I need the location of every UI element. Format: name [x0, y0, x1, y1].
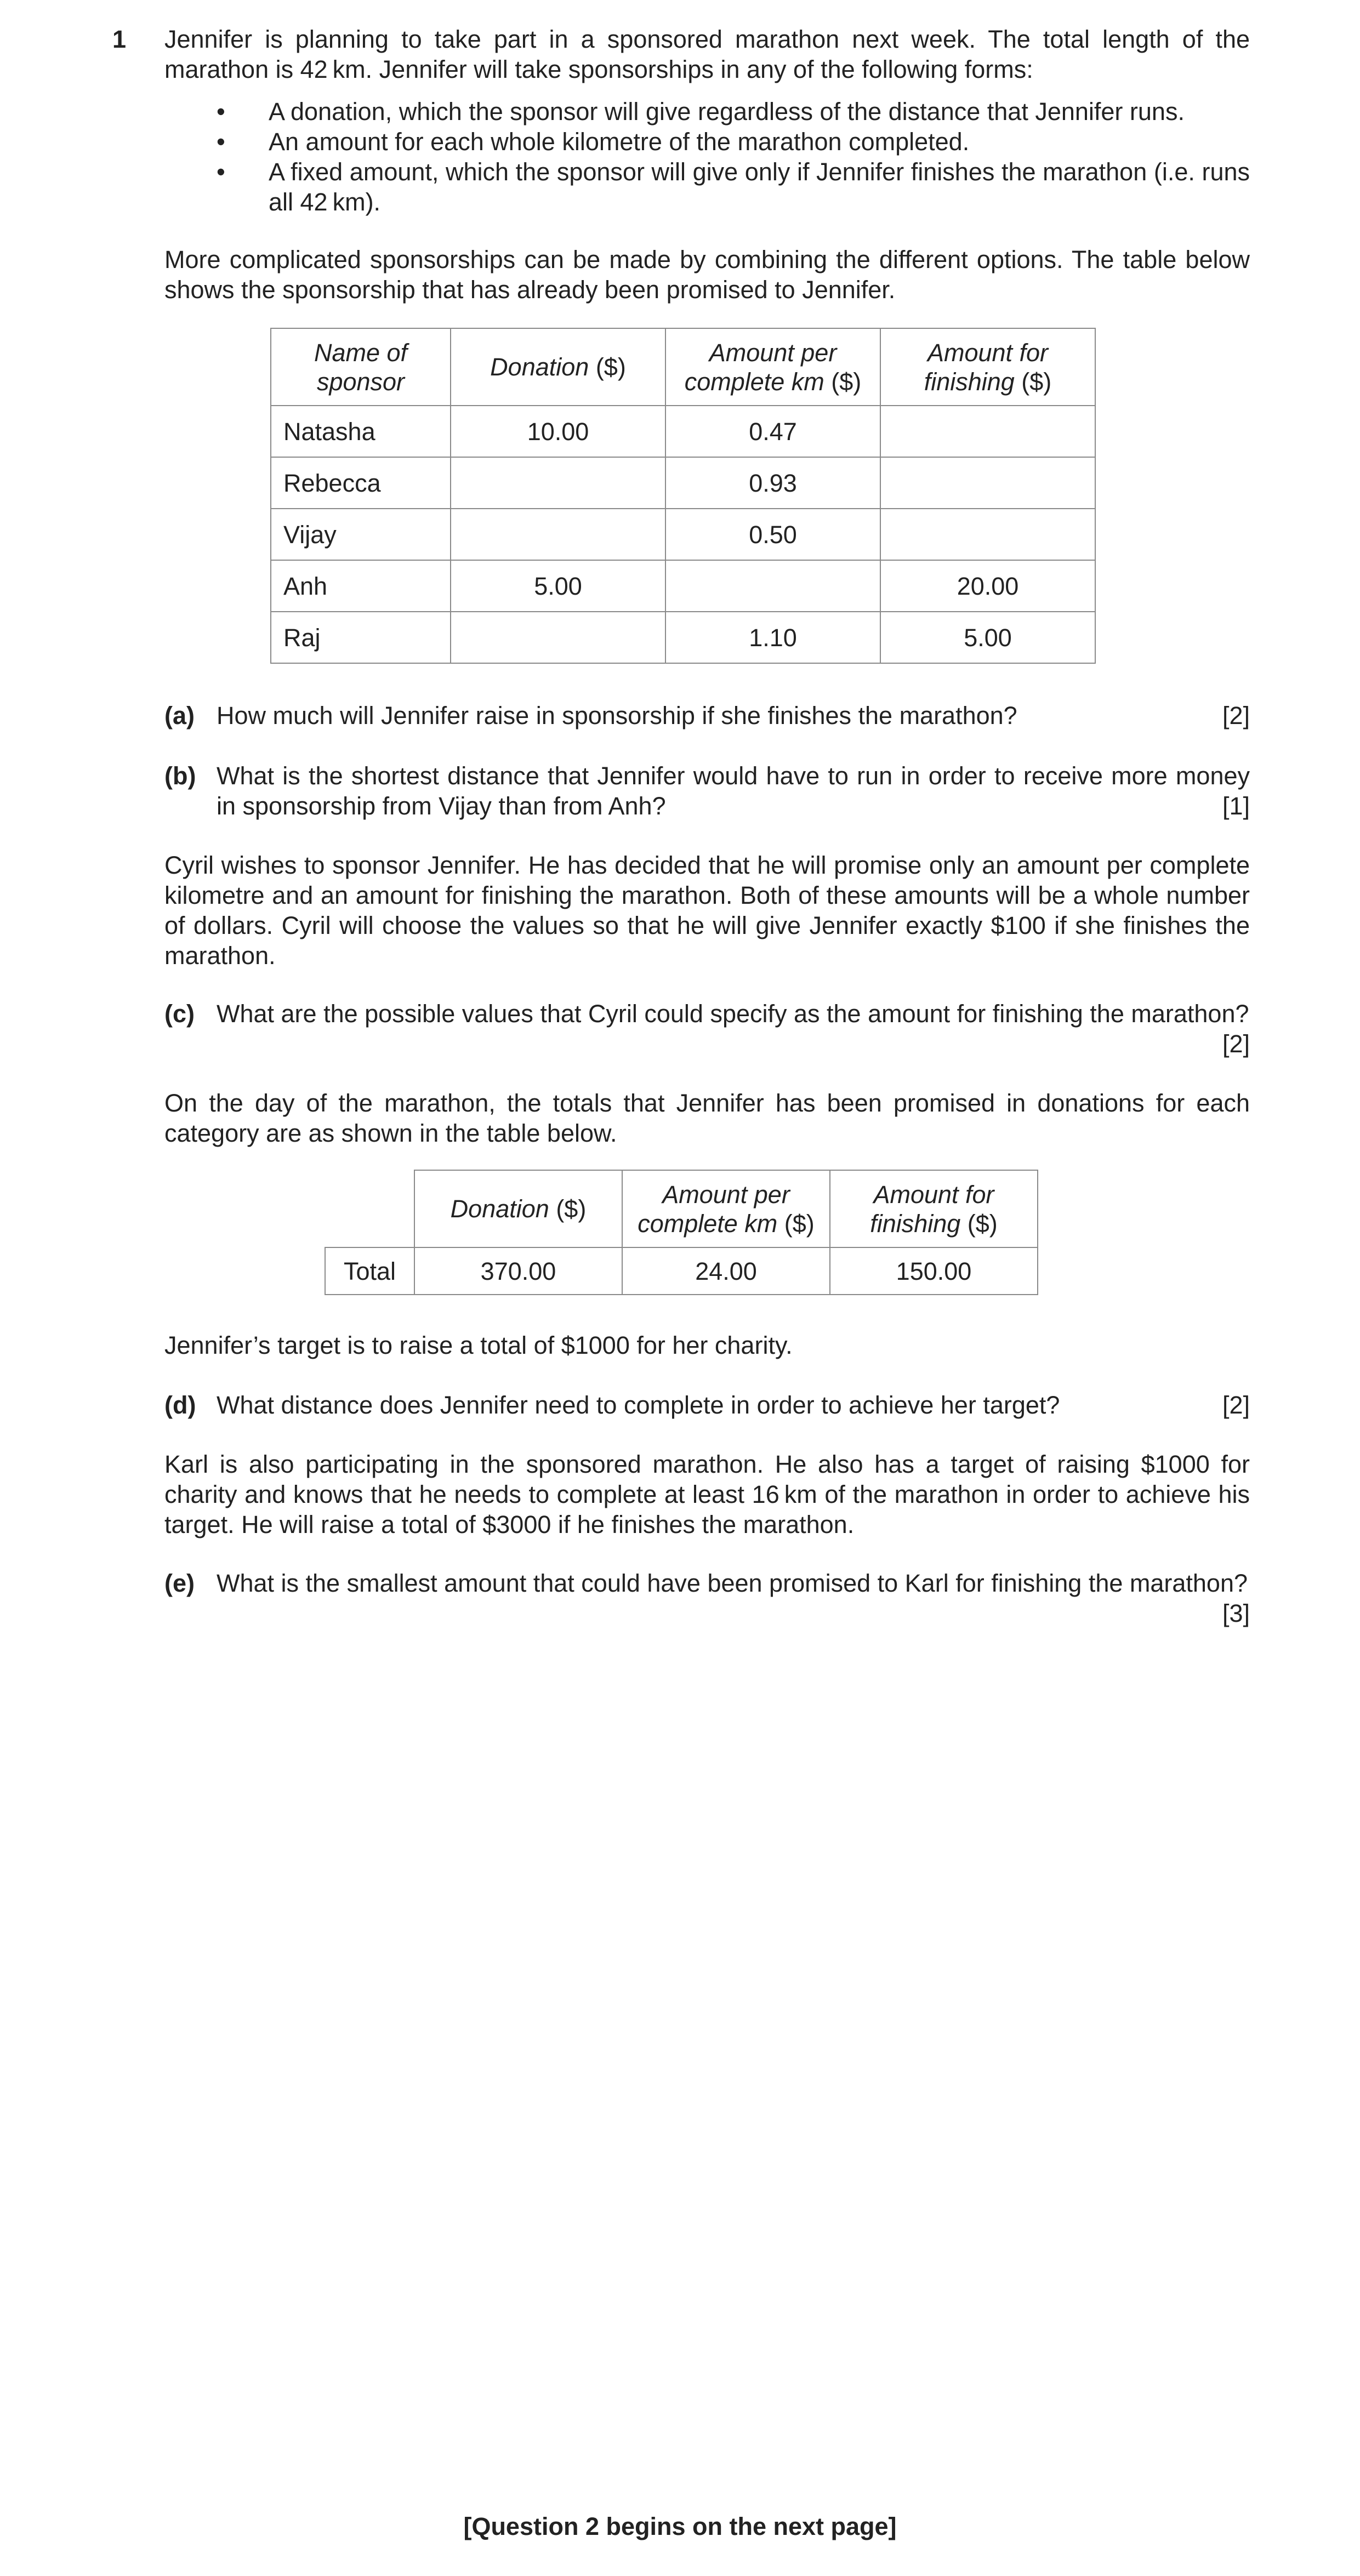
table-row — [271, 509, 1095, 560]
total-label-cell: Total — [325, 1247, 414, 1295]
header-amount-per-km: Amount per complete km ($) — [622, 1170, 830, 1247]
sponsor-name-cell: Natasha — [271, 406, 451, 457]
per-km-cell: 0.93 — [665, 457, 880, 509]
total-donation-cell: 370.00 — [414, 1247, 622, 1295]
marks-label: [2] — [1222, 1391, 1250, 1419]
table-row — [325, 1247, 1038, 1295]
table-row — [271, 560, 1095, 612]
intro-paragraph: Jennifer is planning to take part in a sponsored marathon next week. The total length of the marathon is 42 km. Jennifer will take sponsorships in any of the following forms: — [164, 25, 1250, 83]
cyril-paragraph: Cyril wishes to sponsor Jennifer. He has decided that he will promise only an amount per complete kilometre and an amount for finishing the marathon. Both of these amounts will be a whole number of dollars. Cyril will choose the values so that he will give Jennifer exactly $100 if she finishes the marathon. — [164, 851, 1250, 970]
finishing-cell — [880, 406, 1095, 457]
sponsor-name-cell: Raj — [271, 612, 451, 663]
table-row — [271, 612, 1095, 663]
donation-cell: 10.00 — [451, 406, 665, 457]
karl-paragraph: Karl is also participating in the sponsored marathon. He also has a target of raising $1000 for charity and knows that he needs to complete at least 16 km of the marathon in order to achieve his target. He will raise a total of $3000 if he finishes the marathon. — [164, 1450, 1250, 1538]
per-km-cell — [665, 560, 880, 612]
header-empty-cell — [325, 1170, 414, 1247]
header-amount-for-finishing: Amount for finishing ($) — [880, 328, 1095, 406]
next-page-footer: [Question 2 begins on the next page] — [463, 2512, 897, 2540]
total-per-km-cell: 24.00 — [622, 1247, 830, 1295]
header-donation: Donation ($) — [414, 1170, 622, 1247]
marks-label: [1] — [1222, 792, 1250, 820]
donation-cell: 5.00 — [451, 560, 665, 612]
part-e-question — [164, 1568, 1250, 1628]
list-item: • A donation, which the sponsor will give regardless of the distance that Jennifer runs. — [217, 98, 1185, 126]
marathon-day-paragraph: On the day of the marathon, the totals that Jennifer has been promised in donations for each category are as shown in the table below. — [164, 1089, 1250, 1147]
table-intro-paragraph: More complicated sponsorships can be made by combining the different options. The table below shows the sponsorship that has already been promised to Jennifer. — [164, 246, 1250, 304]
header-name-of-sponsor: Name of sponsor — [271, 328, 451, 406]
marks-label: [2] — [1222, 1030, 1250, 1058]
finishing-cell: 20.00 — [880, 560, 1095, 612]
question-text: What distance does Jennifer need to complete in order to achieve her target? — [217, 1391, 1060, 1419]
part-label: (b) — [164, 762, 196, 790]
sponsor-table — [270, 328, 1096, 664]
donation-cell — [451, 612, 665, 663]
finishing-cell — [880, 509, 1095, 560]
table-row — [271, 457, 1095, 509]
sponsor-name-cell: Anh — [271, 560, 451, 612]
per-km-cell: 0.50 — [665, 509, 880, 560]
list-item: • A fixed amount, which the sponsor will give only if Jennifer finishes the marathon (i.e. runs all 42 km). — [217, 158, 1250, 216]
table-header-row — [271, 328, 1095, 406]
question-number: 1 — [112, 25, 127, 53]
total-finishing-cell: 150.00 — [830, 1247, 1038, 1295]
marks-label: [2] — [1222, 702, 1250, 730]
marks-label: [3] — [1222, 1599, 1250, 1627]
sponsorship-forms-list — [164, 96, 1250, 217]
question-text: How much will Jennifer raise in sponsorship if she finishes the marathon? — [217, 702, 1017, 730]
question-text: What is the shortest distance that Jennifer would have to run in order to receive more money in sponsorship from Vijay than from Anh? — [217, 762, 1250, 820]
sponsor-name-cell: Vijay — [271, 509, 451, 560]
finishing-cell: 5.00 — [880, 612, 1095, 663]
question-text: What are the possible values that Cyril could specify as the amount for finishing the marathon? — [217, 1000, 1249, 1028]
part-label: (d) — [164, 1391, 196, 1419]
header-amount-per-km: Amount per complete km ($) — [665, 328, 880, 406]
totals-table — [325, 1170, 1038, 1295]
table-header-row — [325, 1170, 1038, 1247]
list-item: • An amount for each whole kilometre of the marathon completed. — [217, 128, 970, 156]
part-label: (c) — [164, 1000, 195, 1028]
per-km-cell: 0.47 — [665, 406, 880, 457]
bullet-icon: • — [217, 128, 225, 156]
table-row — [271, 406, 1095, 457]
target-paragraph: Jennifer’s target is to raise a total of $1000 for her charity. — [164, 1331, 793, 1359]
question-text: What is the smallest amount that could have been promised to Karl for finishing the marathon? — [217, 1569, 1248, 1597]
per-km-cell: 1.10 — [665, 612, 880, 663]
donation-cell — [451, 457, 665, 509]
part-label: (e) — [164, 1569, 195, 1597]
finishing-cell — [880, 457, 1095, 509]
donation-cell — [451, 509, 665, 560]
header-amount-for-finishing: Amount for finishing ($) — [830, 1170, 1038, 1247]
header-donation: Donation ($) — [451, 328, 665, 406]
bullet-icon: • — [217, 158, 225, 186]
part-a-question — [164, 700, 1250, 731]
part-label: (a) — [164, 702, 195, 730]
part-b-question — [164, 761, 1250, 821]
part-d-question — [164, 1390, 1250, 1420]
bullet-icon: • — [217, 98, 225, 126]
part-c-question — [164, 999, 1250, 1059]
sponsor-name-cell: Rebecca — [271, 457, 451, 509]
